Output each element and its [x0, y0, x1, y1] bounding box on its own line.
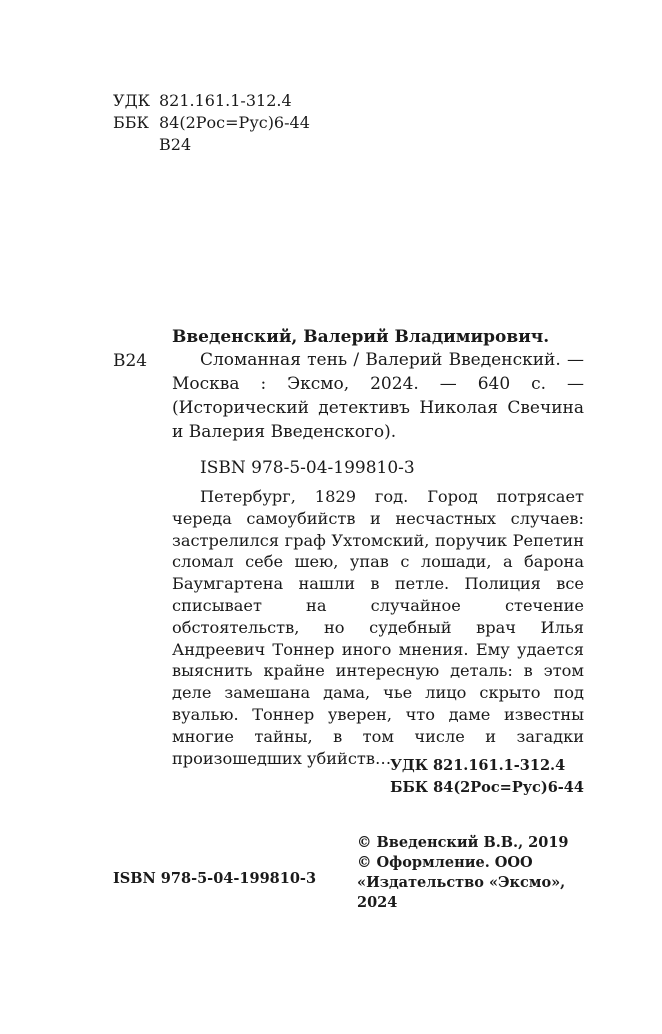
bbk-bottom: ББК 84(2Рос=Рус)6-44: [390, 779, 584, 796]
classification-codes-bottom: [390, 755, 584, 799]
copyright-publisher: © Оформление. ООО «Издательство «Эксмо», 2024: [357, 854, 566, 911]
bbk-value: 84(2Рос=Рус)6-44: [159, 113, 310, 132]
author-mark-top: В24: [159, 135, 192, 154]
isbn-record: ISBN 978-5-04-199810-3: [200, 458, 415, 478]
bbk-row: [113, 112, 310, 134]
bibliographic-description: Сломанная тень / Валерий Введенский. — Москва : Эксмо, 2024. — 640 с. — (Исторический детективъ Николая Свечина и Валерия Введенского).: [172, 350, 584, 442]
bbk-label: ББК: [113, 113, 149, 132]
isbn-bottom: ISBN 978-5-04-199810-3: [113, 870, 317, 887]
udk-value: 821.161.1-312.4: [159, 91, 292, 110]
copyright-block: [357, 833, 587, 913]
udk-row: [113, 90, 310, 112]
udk-label: УДК: [113, 91, 150, 110]
copyright-author: © Введенский В.В., 2019: [357, 834, 569, 851]
classification-codes: [113, 90, 310, 156]
annotation: Петербург, 1829 год. Город потрясает череда самоубийств и несчастных случаев: застрелился граф Ухтомский, поручик Репетин сломал себе шею, упав с лошади, а барона Баумгартена нашли в петле. Полиция все списывает на случайное стечение обстоятельств, но судебный врач Илья Андреевич Тоннер иного мнения. Ему удается выяснить крайне интересную деталь: в этом деле замешана дама, чье лицо скрыто под вуалью. Тоннер уверен, что даме известны многие тайны, в том числе и загадки произошедших убийств…: [172, 487, 584, 768]
author-heading: Введенский, Валерий Владимирович.: [172, 327, 550, 347]
author-mark: В24: [113, 351, 148, 371]
udk-bottom: УДК 821.161.1-312.4: [390, 757, 566, 774]
